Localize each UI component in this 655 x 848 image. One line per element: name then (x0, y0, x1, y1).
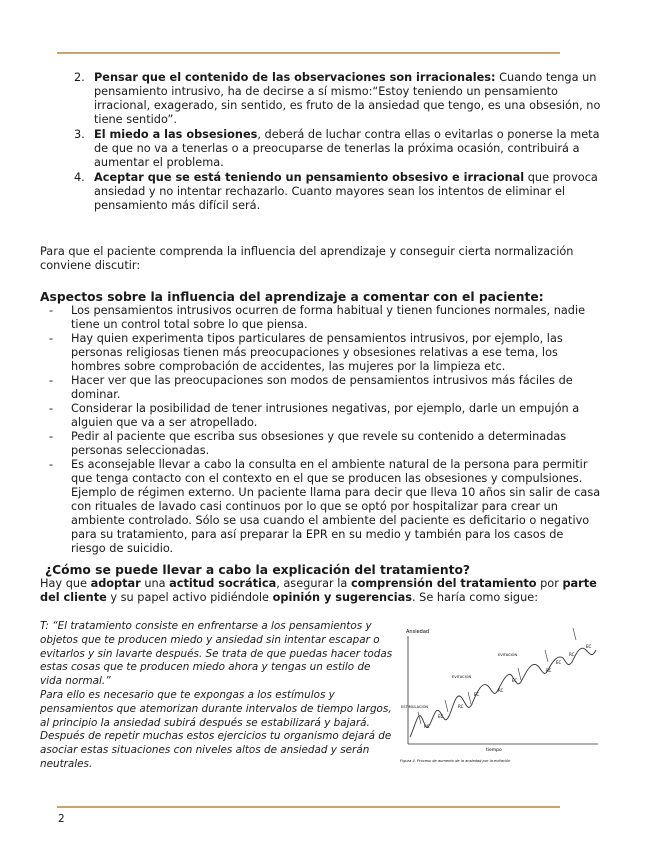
list-item-text: Cuando tenga un pensamiento intrusivo, ha de decirse a sí mismo:“Estoy teniendo un pensamiento irracional, exagerado, sin sentido, es fruto de la ansiedad que tengo, es una obsesión, no tiene sentido”. (94, 71, 601, 126)
figure-label: ESTIMULACIÓN (401, 705, 429, 709)
pointer-line (418, 712, 421, 724)
list-item-bold: Pensar que el contenido de las observaciones son irracionales: (94, 71, 496, 84)
aspect-item (49, 402, 601, 430)
y-axis-label: Ansiedad (406, 629, 430, 635)
aspect-item (49, 374, 601, 402)
aspect-item (49, 430, 601, 458)
page-number: 2 (58, 813, 65, 825)
pointer-line (545, 650, 548, 662)
text-run: una (140, 577, 170, 590)
dash-bullet: - (49, 374, 54, 387)
list-item-bold: El miedo a las obsesiones (94, 128, 258, 141)
list-item-bold: Aceptar que se está teniendo un pensamiento obsesivo e irracional (94, 171, 525, 184)
dash-bullet: - (49, 304, 54, 317)
dash-bullet: - (49, 430, 54, 443)
aspect-text: Es aconsejable llevar a cabo la consulta en el ambiente natural de la persona para permitir que tenga contacto con el contexto en el que se producen las obsesiones y compulsiones. Ejemplo de régimen externo. Un paciente llama para decir que lleva 10 años sin salir de casa con rituales de lavado casi continuos por lo que se optó por hospitalizar para crear un ambiente controlado. Sólo se usa cuando el ambiente del paciente es deficitario o negativo para su tratamiento, para así preparar la EPR en su medio y también para los casos de riesgo de suicidio. (71, 458, 601, 555)
figure-label: EC (438, 714, 444, 719)
figure-label: EC (474, 692, 480, 697)
list-item-text: , deberá de luchar contra ellas o evitarlas o ponerse la meta de que no va a tenerlas o a preocuparse de tenerlas la próxima ocasión, contribuirá a aumentar el problema. (94, 128, 600, 169)
footer-rule (57, 806, 560, 808)
socratic-paragraph (40, 577, 605, 605)
text-run: y su papel activo pidiéndole (106, 591, 273, 604)
bold-run: adoptar (90, 577, 141, 590)
list-item (74, 71, 604, 127)
figure-label: RC (569, 652, 575, 657)
intro-paragraph: Para que el paciente comprenda la influencia del aprendizaje y conseguir cierta normalización conviene discutir: (40, 245, 574, 272)
list-item-text: que provoca ansiedad y no intentar rechazarlo. Cuanto mayores sean los intentos de eliminar el pensamiento más difícil será. (94, 171, 598, 212)
bold-run: opinión y sugerencias (272, 591, 412, 604)
dash-bullet: - (49, 458, 54, 471)
aspect-text: Hay quien experimenta tipos particulares de pensamientos intrusivos, por ejemplo, las personas religiosas tienen más preocupaciones y obsesiones relativas a ese tema, los hombres sobre comprobación de accidentes, las mujeres por la limpieza etc. (71, 332, 563, 373)
figure-label: EVITACIÓN (498, 653, 518, 657)
quote-paragraph: T: “El tratamiento consiste en enfrentarse a los pensamientos y objetos que te producen miedo y ansiedad sin intentar escapar o evitarlos y sin lavarte después. Se trata de que puedas hacer todas estas cosas que te producen miedo ahora y tengas un estilo de vida normal.” (40, 620, 393, 688)
aspects-heading: Aspectos sobre la influencia del aprendizaje a comentar con el paciente: (40, 290, 544, 304)
figure-label: RC (546, 668, 552, 673)
text-run: , asegurar la (276, 577, 351, 590)
figure-caption: Figura 4. Proceso de aumento de la ansiedad por la evitación (400, 759, 511, 763)
aspect-item (49, 332, 601, 374)
pointer-line (445, 700, 448, 712)
aspect-text: Pedir al paciente que escriba sus obsesiones y que revele su contenido a determinadas personas seleccionadas. (71, 430, 567, 457)
text-run: Hay que (40, 577, 91, 590)
therapist-quote (40, 620, 395, 772)
pointer-line (468, 692, 471, 704)
dash-bullet: - (49, 402, 54, 415)
explanation-heading: ¿Cómo se puede llevar a cabo la explicación del tratamiento? (45, 563, 471, 577)
bold-run: actitud socrática (169, 577, 277, 590)
anxiety-curve-diagram (398, 620, 605, 772)
bold-run: comprensión del tratamiento (350, 577, 537, 590)
figure-label: RC (498, 688, 504, 693)
aspect-text: Los pensamientos intrusivos ocurren de forma habitual y tienen funciones normales, nadie tiene un control total sobre lo que piensa. (71, 304, 586, 331)
bold-run: parte del cliente (40, 577, 597, 604)
aspect-item (49, 304, 601, 332)
list-item (74, 128, 604, 170)
aspect-text: Hacer ver que las preocupaciones son modos de pensamientos intrusivos más fáciles de dominar. (71, 374, 573, 401)
quote-paragraph: Para ello es necesario que te expongas a los estímulos y pensamientos que atemorizan durante intervalos de tiempo largos, al principio la ansiedad subirá después se estabilizará y bajará. Después de repetir muchas estos ejercicios tu organismo dejará de asociar estas situaciones con niveles altos de ansiedad y serán neutrales. (40, 688, 392, 770)
figure-label: EC (556, 660, 562, 665)
figure-label: RC (424, 724, 430, 729)
numbered-list (74, 71, 604, 214)
text-run: por (536, 577, 563, 590)
figure-label: EC (586, 644, 592, 649)
figure-label: RC (458, 704, 464, 709)
aspect-text: Considerar la posibilidad de tener intrusiones negativas, por ejemplo, darle un empujón a alguien que va a ser atropellado. (71, 402, 580, 429)
list-number: 4. (74, 171, 85, 184)
text-run: . Se haría como sigue: (411, 591, 538, 604)
figure-label: EVITACIÓN (452, 675, 472, 679)
pointer-line (518, 668, 521, 680)
x-axis-label: tiempo (486, 748, 502, 753)
aspects-list (49, 304, 601, 556)
list-number: 3. (74, 128, 85, 141)
header-rule (57, 52, 560, 54)
anxiety-figure (398, 620, 605, 772)
aspect-item (49, 458, 601, 556)
list-number: 2. (74, 71, 85, 84)
dash-bullet: - (49, 332, 54, 345)
list-item (74, 171, 604, 213)
figure-label: EC (512, 678, 518, 683)
pointer-line (573, 628, 576, 640)
